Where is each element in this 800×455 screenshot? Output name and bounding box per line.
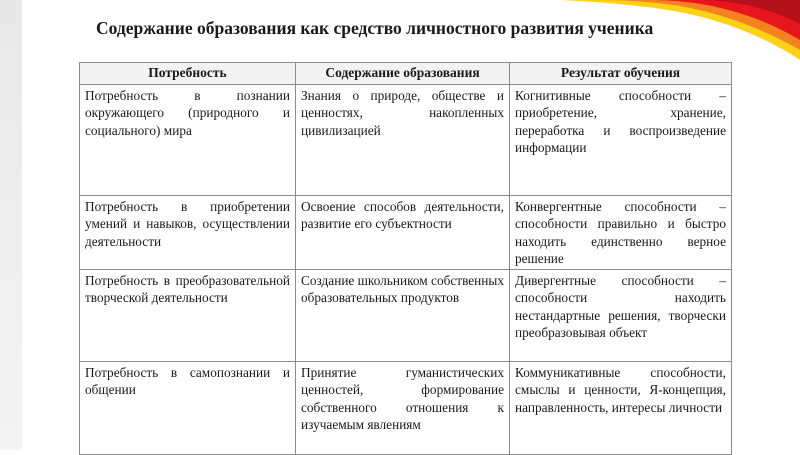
table-row [80,269,732,361]
cell-result: Конвергентные способности – способности правильно и быстро находить единственно верное решение [510,195,732,269]
cell-need: Потребность в преобразовательной творческой деятельности [80,269,296,361]
cell-content: Освоение способов деятельности, развитие его субъектности [296,195,510,269]
table-header-row [80,63,732,85]
table-row [80,84,732,195]
slide-title: Содержание образования как средство личностного развития ученика [96,18,654,38]
cell-content: Знания о природе, обществе и ценностях, накопленных цивилизацией [296,84,510,195]
slide-left-band [0,0,22,450]
column-header-content: Содержание образования [296,63,510,85]
cell-content: Создание школьником собственных образовательных продуктов [296,269,510,361]
cell-result: Когнитивные способности – приобретение, хранение, переработка и воспроизведение информации [510,84,732,195]
cell-need: Потребность в самопознании и общении [80,361,296,454]
cell-need: Потребность в приобретении умений и навыков, осуществлении деятельности [80,195,296,269]
cell-need: Потребность в познании окружающего (природного и социального) мира [80,84,296,195]
cell-result: Дивергентные способности – способности находить нестандартные решения, творчески преобразовывая объект [510,269,732,361]
column-header-result: Результат обучения [510,63,732,85]
table-row [80,361,732,454]
table-row [80,195,732,269]
cell-content: Принятие гуманистических ценностей, формирование собственного отношения к изучаемым явлениям [296,361,510,454]
column-header-need: Потребность [80,63,296,85]
cell-result: Коммуникативные способности, смыслы и ценности, Я-концепция, направленность, интересы личности [510,361,732,454]
content-table [79,62,732,455]
